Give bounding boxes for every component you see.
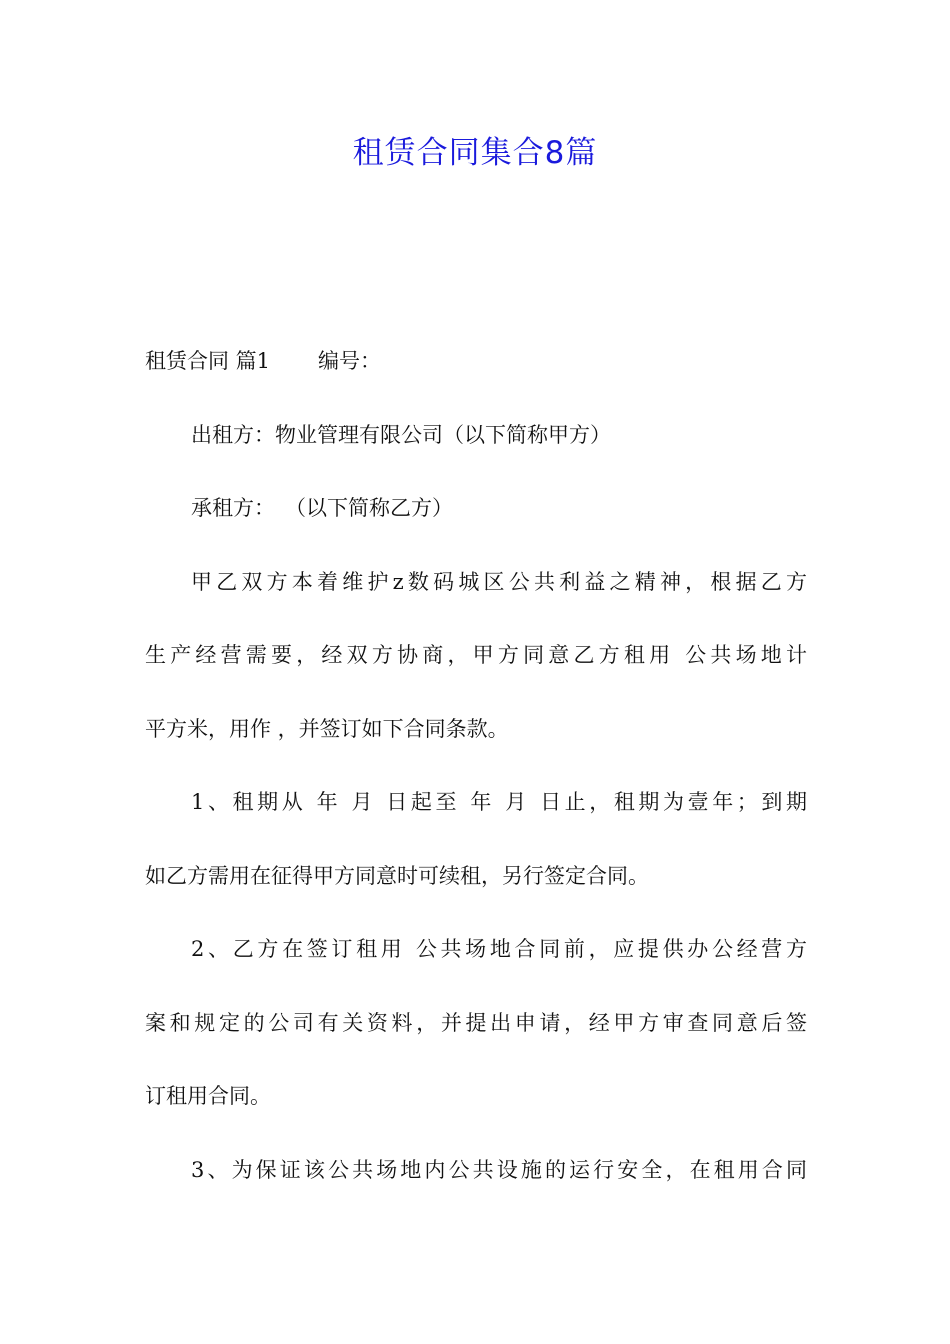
intro-line: 生产经营需要，经双方协商，甲方同意乙方租用 公共场地计 xyxy=(145,643,807,667)
lessor-line xyxy=(145,410,807,484)
contract-number-label: 编号： xyxy=(318,349,382,373)
clause-1-line: 1、租期从 年 月 日起至 年 月 日止，租期为壹年；到期 xyxy=(191,790,807,814)
lessee-label: 承租方： xyxy=(191,496,275,520)
intro-line: 甲乙双方本着维护z数码城区公共利益之精神，根据乙方 xyxy=(191,569,807,594)
lessee-line xyxy=(145,483,807,557)
document-body xyxy=(145,336,807,1218)
clause-1-line: 如乙方需用在征得甲方同意时可续租，另行签定合同。 xyxy=(145,863,649,888)
clause-3-line: 3、为保证该公共场地内公共设施的运行安全，在租用合同 xyxy=(191,1157,807,1182)
lessee-note: （以下简称乙方） xyxy=(285,496,453,520)
section-heading-line xyxy=(145,336,807,410)
clause-2-line: 案和规定的公司有关资料，并提出申请，经甲方审查同意后签 xyxy=(145,1010,807,1035)
clause-2-line: 2、乙方在签订租用 公共场地合同前，应提供办公经营方 xyxy=(191,937,807,961)
section-heading: 租赁合同 篇1 xyxy=(145,349,271,373)
clause-2-line: 订租用合同。 xyxy=(145,1084,271,1108)
document-title: 租赁合同集合8篇 xyxy=(352,135,598,171)
intro-line: 平方米，用作 ，并签订如下合同条款。 xyxy=(145,716,509,741)
lessor-text: 出租方：物业管理有限公司（以下简称甲方） xyxy=(191,422,611,447)
